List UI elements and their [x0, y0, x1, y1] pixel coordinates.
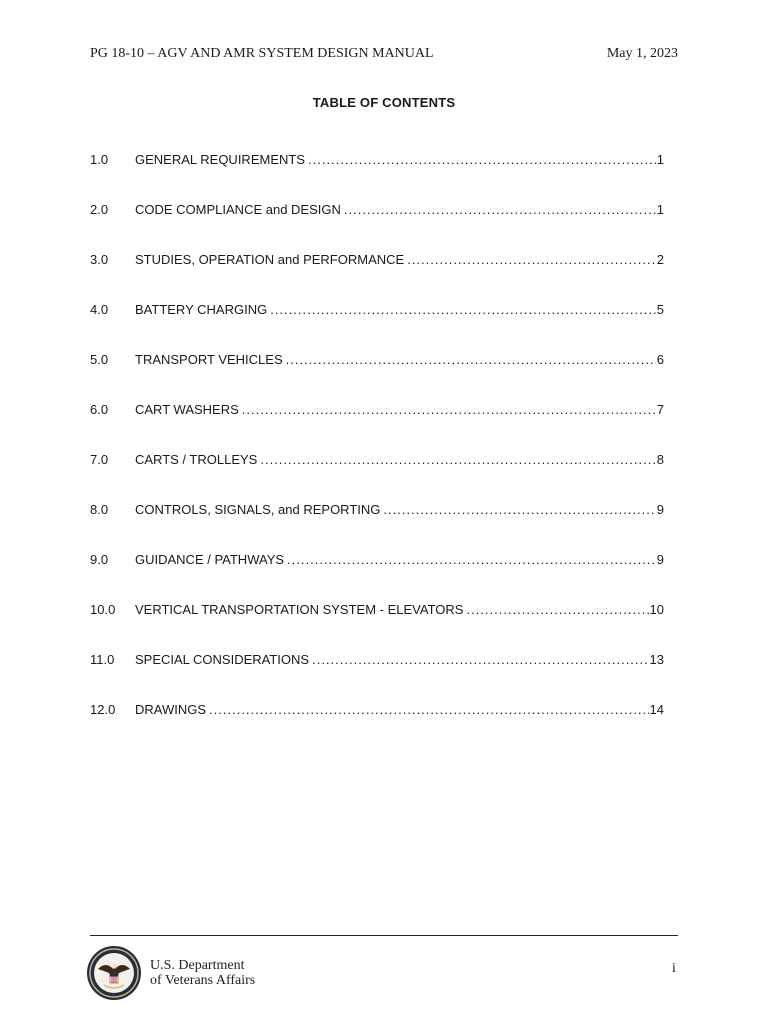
- toc-entry-label: CODE COMPLIANCE and DESIGN: [135, 202, 341, 217]
- toc-leader-dots: [344, 202, 656, 217]
- toc-entry-number: 12.0: [90, 702, 116, 717]
- toc-leader-dots: [209, 702, 649, 717]
- toc-leader-dots: [308, 152, 656, 167]
- toc-entry[interactable]: [90, 202, 664, 252]
- toc-entry-label: CONTROLS, SIGNALS, and REPORTING: [135, 502, 381, 517]
- toc-entry-page: 8: [656, 452, 664, 467]
- document-date: May 1, 2023: [606, 46, 678, 61]
- toc-entry-label: DRAWINGS: [135, 702, 207, 717]
- va-logo: [86, 945, 255, 1001]
- document-title: PG 18-10 – AGV AND AMR SYSTEM DESIGN MANUAL: [90, 46, 434, 61]
- toc-entry-page: 7: [656, 402, 664, 417]
- page-header: [90, 46, 678, 62]
- toc-entry[interactable]: [90, 602, 664, 652]
- agency-name: [150, 958, 255, 988]
- toc-entry-number: 4.0: [90, 302, 109, 317]
- toc-entry-page: 2: [656, 252, 664, 267]
- toc-leader-dots: [286, 352, 656, 367]
- toc-entry-label: GUIDANCE / PATHWAYS: [135, 552, 285, 567]
- toc-leader-dots: [270, 302, 656, 317]
- toc-entry[interactable]: [90, 452, 664, 502]
- toc-entry-page: 14: [649, 702, 664, 717]
- toc-entry[interactable]: [90, 402, 664, 452]
- agency-line-1: U.S. Department: [150, 958, 245, 973]
- toc-leader-dots: [312, 652, 648, 667]
- toc-entry[interactable]: [90, 352, 664, 402]
- toc-entry-label: SPECIAL CONSIDERATIONS: [135, 652, 310, 667]
- toc-entry[interactable]: [90, 552, 664, 602]
- toc-entry-label: STUDIES, OPERATION and PERFORMANCE: [135, 252, 405, 267]
- toc-entry-page: 5: [656, 302, 664, 317]
- toc-heading: TABLE OF CONTENTS: [312, 95, 456, 110]
- toc-entry-page: 9: [656, 552, 664, 567]
- toc-leader-dots: [407, 252, 656, 267]
- toc-entry-number: 8.0: [90, 502, 109, 517]
- toc-entry-number: 3.0: [90, 252, 109, 267]
- toc-entry[interactable]: [90, 702, 664, 752]
- toc-entry[interactable]: [90, 152, 664, 202]
- toc-entry-page: 6: [656, 352, 664, 367]
- toc-entry[interactable]: [90, 502, 664, 552]
- toc-entry-label: BATTERY CHARGING: [135, 302, 268, 317]
- toc-leader-dots: [383, 502, 655, 517]
- page-number: i: [672, 961, 676, 976]
- toc-entry-page: 1: [656, 152, 664, 167]
- toc-entry-label: TRANSPORT VEHICLES: [135, 352, 283, 367]
- toc-entry-number: 5.0: [90, 352, 109, 367]
- toc-entry-number: 9.0: [90, 552, 109, 567]
- toc-entry[interactable]: [90, 652, 664, 702]
- toc-leader-dots: [260, 452, 655, 467]
- toc-entry-label: CARTS / TROLLEYS: [135, 452, 258, 467]
- footer-divider: [90, 935, 678, 936]
- toc-entry-label: VERTICAL TRANSPORTATION SYSTEM - ELEVATORS: [135, 602, 464, 617]
- toc-entry[interactable]: [90, 252, 664, 302]
- toc-leader-dots: [287, 552, 656, 567]
- toc-entry-page: 10: [649, 602, 664, 617]
- agency-line-2: of Veterans Affairs: [150, 973, 256, 988]
- va-seal-icon: [86, 945, 142, 1001]
- toc-entry[interactable]: [90, 302, 664, 352]
- toc-leader-dots: [466, 602, 648, 617]
- toc-entry-number: 2.0: [90, 202, 109, 217]
- toc-entry-number: 1.0: [90, 152, 109, 167]
- toc-entry-label: GENERAL REQUIREMENTS: [135, 152, 305, 167]
- toc-entry-number: 10.0: [90, 602, 116, 617]
- toc-entry-number: 11.0: [90, 652, 115, 667]
- toc-entry-label: CART WASHERS: [135, 402, 239, 417]
- toc-entry-page: 9: [656, 502, 664, 517]
- toc-entry-number: 7.0: [90, 452, 109, 467]
- toc-entry-page: 1: [656, 202, 664, 217]
- toc-entry-number: 6.0: [90, 402, 109, 417]
- toc-leader-dots: [242, 402, 656, 417]
- toc-entry-page: 13: [649, 652, 664, 667]
- table-of-contents: [90, 152, 664, 752]
